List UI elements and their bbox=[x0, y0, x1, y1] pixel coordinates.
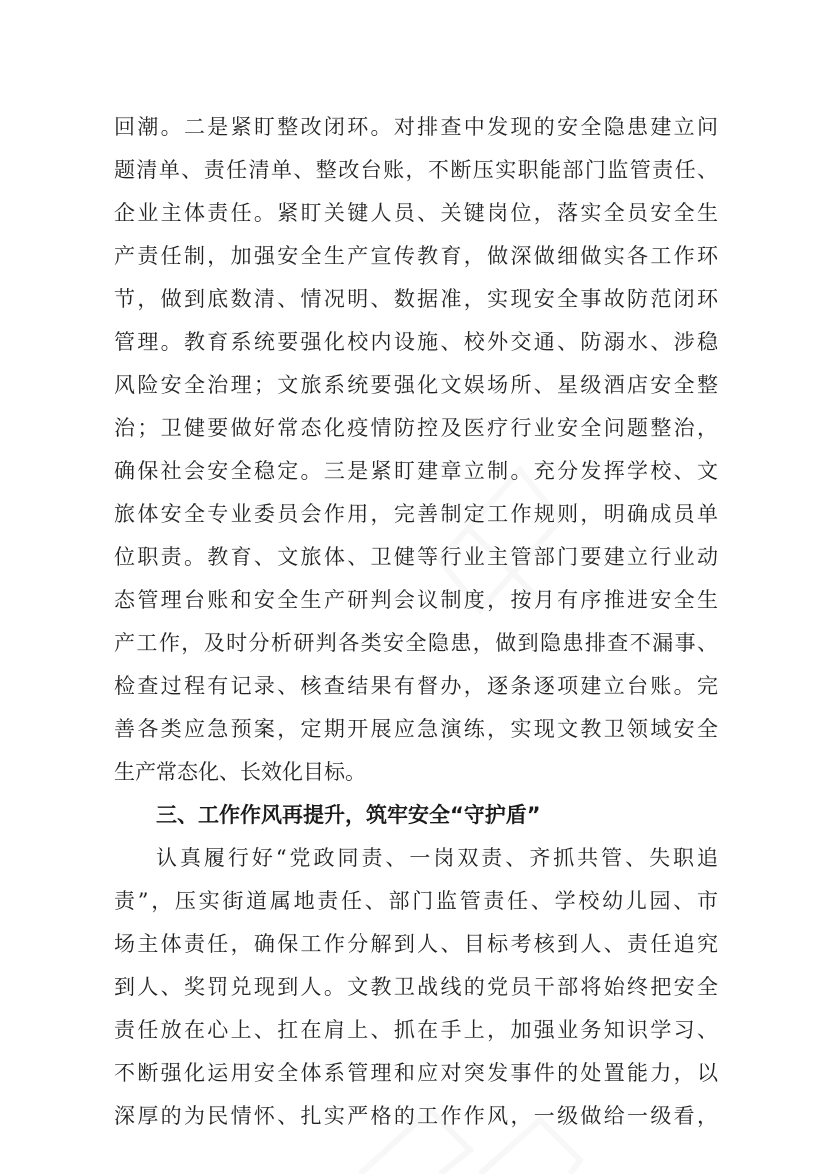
paragraph-line: 节，做到底数清、情况明、数据准，实现安全事故防范闭环 bbox=[114, 287, 718, 311]
paragraph-line: 治；卫健要做好常态化疫情防控及医疗行业安全问题整治， bbox=[114, 416, 718, 440]
paragraph-line: 不断强化运用安全体系管理和应对突发事件的处置能力，以 bbox=[114, 1061, 718, 1085]
paragraph-line: 风险安全治理；文旅系统要强化文娱场所、星级酒店安全整 bbox=[114, 373, 718, 397]
paragraph-line: 位职责。教育、文旅体、卫健等行业主管部门要建立行业动 bbox=[114, 545, 718, 569]
paragraph-first-line: 认真履行好“党政同责、一岗双责、齐抓共管、失职追 bbox=[156, 846, 718, 870]
paragraph-line: 管理。教育系统要强化校内设施、校外交通、防溺水、涉稳 bbox=[114, 330, 718, 354]
paragraph-line: 到人、奖罚兑现到人。文教卫战线的党员干部将始终把安全 bbox=[114, 975, 718, 999]
paragraph-line: 生产常态化、长效化目标。 bbox=[114, 760, 366, 784]
paragraph-line: 态管理台账和安全生产研判会议制度，按月有序推进安全生 bbox=[114, 588, 718, 612]
paragraph-line: 确保社会安全稳定。三是紧盯建章立制。充分发挥学校、文 bbox=[114, 459, 718, 483]
paragraph-line: 产责任制，加强安全生产宣传教育，做深做细做实各工作环 bbox=[114, 244, 718, 268]
paragraph-line: 善各类应急预案，定期开展应急演练，实现文教卫领域安全 bbox=[114, 717, 718, 741]
paragraph-line: 责”，压实街道属地责任、部门监管责任、学校幼儿园、市 bbox=[114, 889, 718, 913]
section-heading: 三、工作作风再提升，筑牢安全“守护盾” bbox=[156, 803, 541, 827]
paragraph-line: 责任放在心上、扛在肩上、抓在手上，加强业务知识学习、 bbox=[114, 1018, 718, 1042]
paragraph-line: 检查过程有记录、核查结果有督办，逐条逐项建立台账。完 bbox=[114, 674, 718, 698]
paragraph-line: 回潮。二是紧盯整改闭环。对排查中发现的安全隐患建立问 bbox=[114, 115, 718, 139]
paragraph-line: 企业主体责任。紧盯关键人员、关键岗位，落实全员安全生 bbox=[114, 201, 718, 225]
paragraph-line: 深厚的为民情怀、扎实严格的工作作风，一级做给一级看， bbox=[114, 1104, 718, 1128]
paragraph-line: 题清单、责任清单、整改台账，不断压实职能部门监管责任、 bbox=[114, 158, 718, 182]
paragraph-line: 产工作，及时分析研判各类安全隐患，做到隐患排查不漏事、 bbox=[114, 631, 718, 655]
paragraph-line: 场主体责任，确保工作分解到人、目标考核到人、责任追究 bbox=[114, 932, 718, 956]
paragraph-line: 旅体安全专业委员会作用，完善制定工作规则，明确成员单 bbox=[114, 502, 718, 526]
